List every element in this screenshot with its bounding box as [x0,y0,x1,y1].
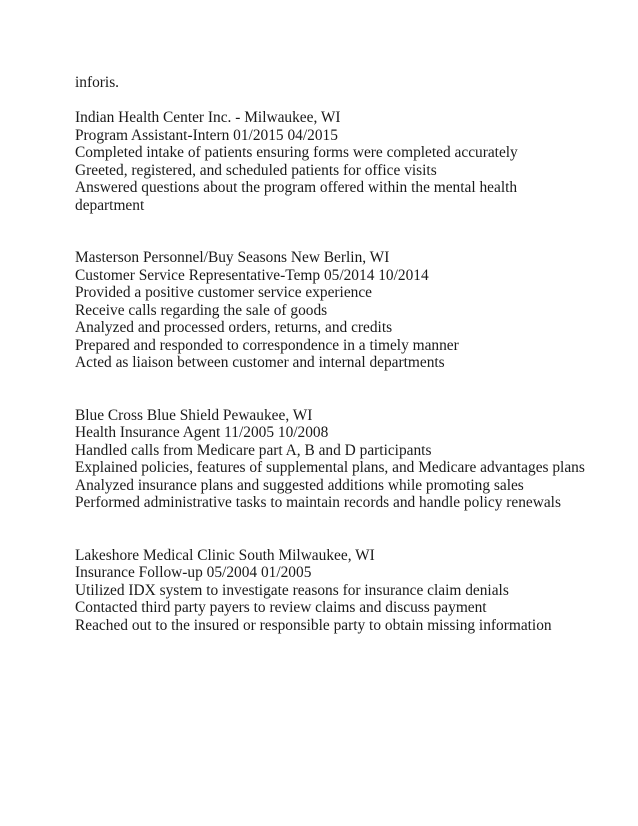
job-duty: Handled calls from Medicare part A, B and D participants [75,441,432,459]
spacer [75,214,627,249]
job-entry [75,109,627,214]
job-duty: Explained policies, features of supplemental plans, and Medicare advantages plans [75,459,585,476]
job-duty: Performed administrative tasks to maintain records and handle policy renewals [75,494,561,511]
intro-fragment: inforis. [75,74,120,91]
job-duty: Provided a positive customer service experience [75,284,373,301]
job-duty: Receive calls regarding the sale of goods [75,301,328,319]
job-title: Program Assistant-Intern 01/2015 04/2015 [75,126,338,144]
job-title: Customer Service Representative-Temp 05/2014 10/2014 [75,266,429,284]
job-duty: Acted as liaison between customer and internal departments [75,354,445,371]
job-header: Indian Health Center Inc. - Milwaukee, WI [75,109,341,126]
job-title: Insurance Follow-up 05/2004 01/2005 [75,564,312,581]
job-duty: Greeted, registered, and scheduled patients for office visits [75,161,437,179]
resume-text [75,74,627,634]
job-duty: Prepared and responded to correspondence in a timely manner [75,336,459,354]
spacer [75,372,627,407]
job-duty: Contacted third party payers to review claims and discuss payment [75,599,487,616]
job-header: Blue Cross Blue Shield Pewaukee, WI [75,406,313,424]
job-duty: Reached out to the insured or responsible party to obtain missing information [75,616,552,634]
job-duty: department [75,196,145,214]
job-entry [75,407,627,512]
job-duty: Answered questions about the program offered within the mental health [75,179,518,196]
spacer [75,92,627,110]
job-header: Masterson Personnel/Buy Seasons New Berlin, WI [75,249,390,266]
job-header: Lakeshore Medical Clinic South Milwaukee, WI [75,546,375,564]
spacer [75,512,627,547]
job-duty: Completed intake of patients ensuring forms were completed accurately [75,144,518,161]
job-duty: Analyzed insurance plans and suggested additions while promoting sales [75,476,524,494]
job-duty: Utilized IDX system to investigate reasons for insurance claim denials [75,581,509,599]
job-title: Health Insurance Agent 11/2005 10/2008 [75,424,329,441]
job-duty: Analyzed and processed orders, returns, and credits [75,319,393,336]
job-entry [75,547,627,635]
job-entry [75,249,627,372]
